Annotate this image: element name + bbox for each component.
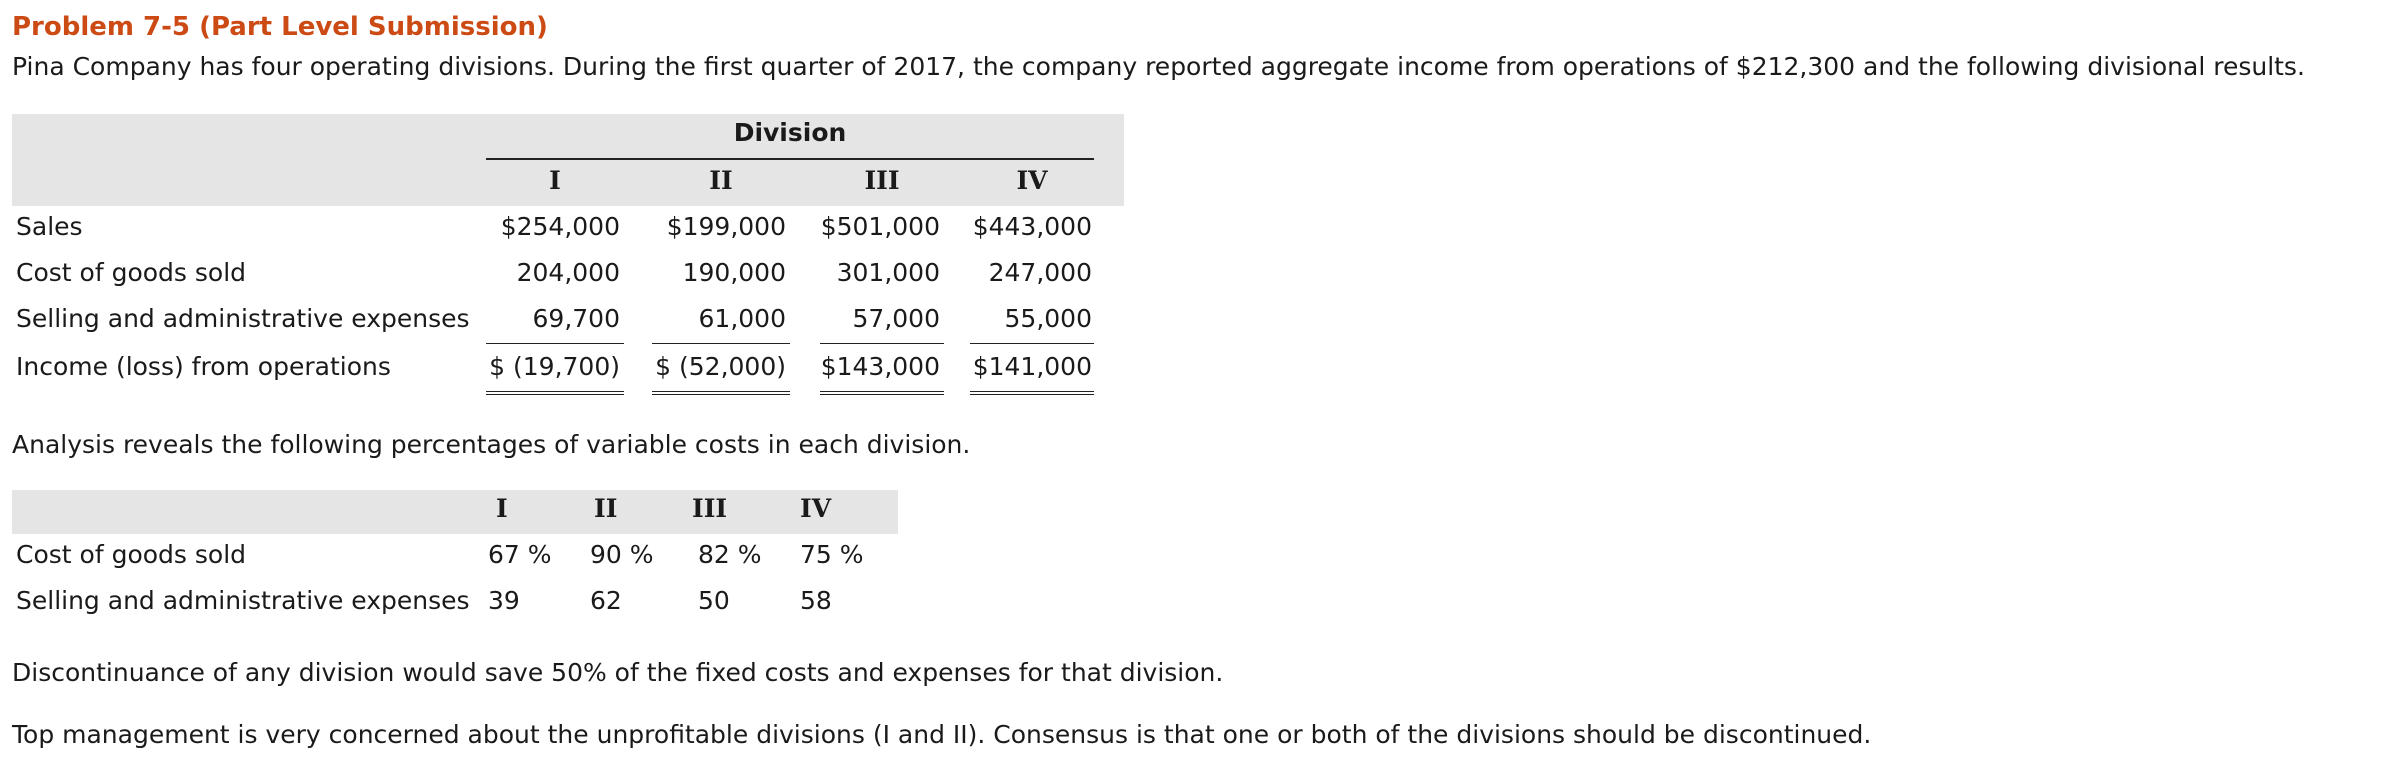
var-column-header-iii: III: [692, 494, 728, 523]
cell-sales-iv: $443,000: [972, 212, 1092, 241]
var-row-label-cogs: Cost of goods sold: [16, 540, 247, 569]
var-cell-cogs-iii: 82 %: [698, 540, 762, 569]
column-header-iii: III: [864, 166, 900, 195]
row-label-sales: Sales: [16, 212, 83, 241]
var-row-label-selling-admin: Selling and administrative expenses: [16, 586, 470, 615]
cell-sales-i: $254,000: [500, 212, 620, 241]
total-double-rule-iii: [820, 391, 944, 395]
total-double-rule-i: [486, 391, 624, 395]
var-cell-selling-admin-i: 39: [488, 586, 520, 615]
cell-income-iii: $143,000: [820, 352, 940, 381]
subtotal-rule-i: [486, 343, 624, 344]
problem-title: Problem 7-5 (Part Level Submission): [12, 12, 548, 42]
var-cell-selling-admin-ii: 62: [590, 586, 622, 615]
column-header-iv: IV: [1016, 166, 1048, 195]
row-label-selling-admin: Selling and administrative expenses: [16, 304, 470, 333]
row-label-income-loss: Income (loss) from operations: [16, 352, 391, 381]
var-cell-cogs-iv: 75 %: [800, 540, 864, 569]
cell-selling-admin-i: 69,700: [532, 304, 620, 333]
intro-text: Pina Company has four operating divisions. During the first quarter of 2017, the company reported aggregate income from operations of $212,300 and the following divisional results.: [12, 52, 2305, 81]
subtotal-rule-iii: [820, 343, 944, 344]
column-header-i: I: [549, 166, 561, 195]
cell-selling-admin-ii: 61,000: [698, 304, 786, 333]
variable-table-header-band: [12, 490, 898, 534]
cell-cogs-iii: 301,000: [836, 258, 940, 287]
cell-income-iv: $141,000: [972, 352, 1092, 381]
var-cell-selling-admin-iv: 58: [800, 586, 832, 615]
division-header: Division: [733, 118, 847, 147]
var-cell-selling-admin-iii: 50: [698, 586, 730, 615]
var-column-header-ii: II: [594, 494, 618, 523]
cell-cogs-ii: 190,000: [682, 258, 786, 287]
subtotal-rule-ii: [652, 343, 790, 344]
column-header-ii: II: [709, 166, 733, 195]
var-column-header-i: I: [496, 494, 508, 523]
cell-selling-admin-iv: 55,000: [1004, 304, 1092, 333]
total-double-rule-ii: [652, 391, 790, 395]
division-header-rule: [486, 158, 1094, 160]
cell-cogs-iv: 247,000: [988, 258, 1092, 287]
cell-sales-ii: $199,000: [666, 212, 786, 241]
cell-sales-iii: $501,000: [820, 212, 940, 241]
cell-cogs-i: 204,000: [516, 258, 620, 287]
total-double-rule-iv: [970, 391, 1094, 395]
analysis-text: Analysis reveals the following percentages of variable costs in each division.: [12, 430, 971, 459]
var-column-header-iv: IV: [800, 494, 832, 523]
subtotal-rule-iv: [970, 343, 1094, 344]
management-text: Top management is very concerned about the unprofitable divisions (I and II). Consensus is that one or both of the divisions should be discontinued.: [12, 720, 1872, 749]
discontinuance-text: Discontinuance of any division would save 50% of the fixed costs and expenses for that division.: [12, 658, 1224, 687]
cell-income-i: $ (19,700): [489, 352, 620, 381]
row-label-cogs: Cost of goods sold: [16, 258, 247, 287]
var-cell-cogs-i: 67 %: [488, 540, 552, 569]
var-cell-cogs-ii: 90 %: [590, 540, 654, 569]
cell-income-ii: $ (52,000): [655, 352, 786, 381]
cell-selling-admin-iii: 57,000: [852, 304, 940, 333]
